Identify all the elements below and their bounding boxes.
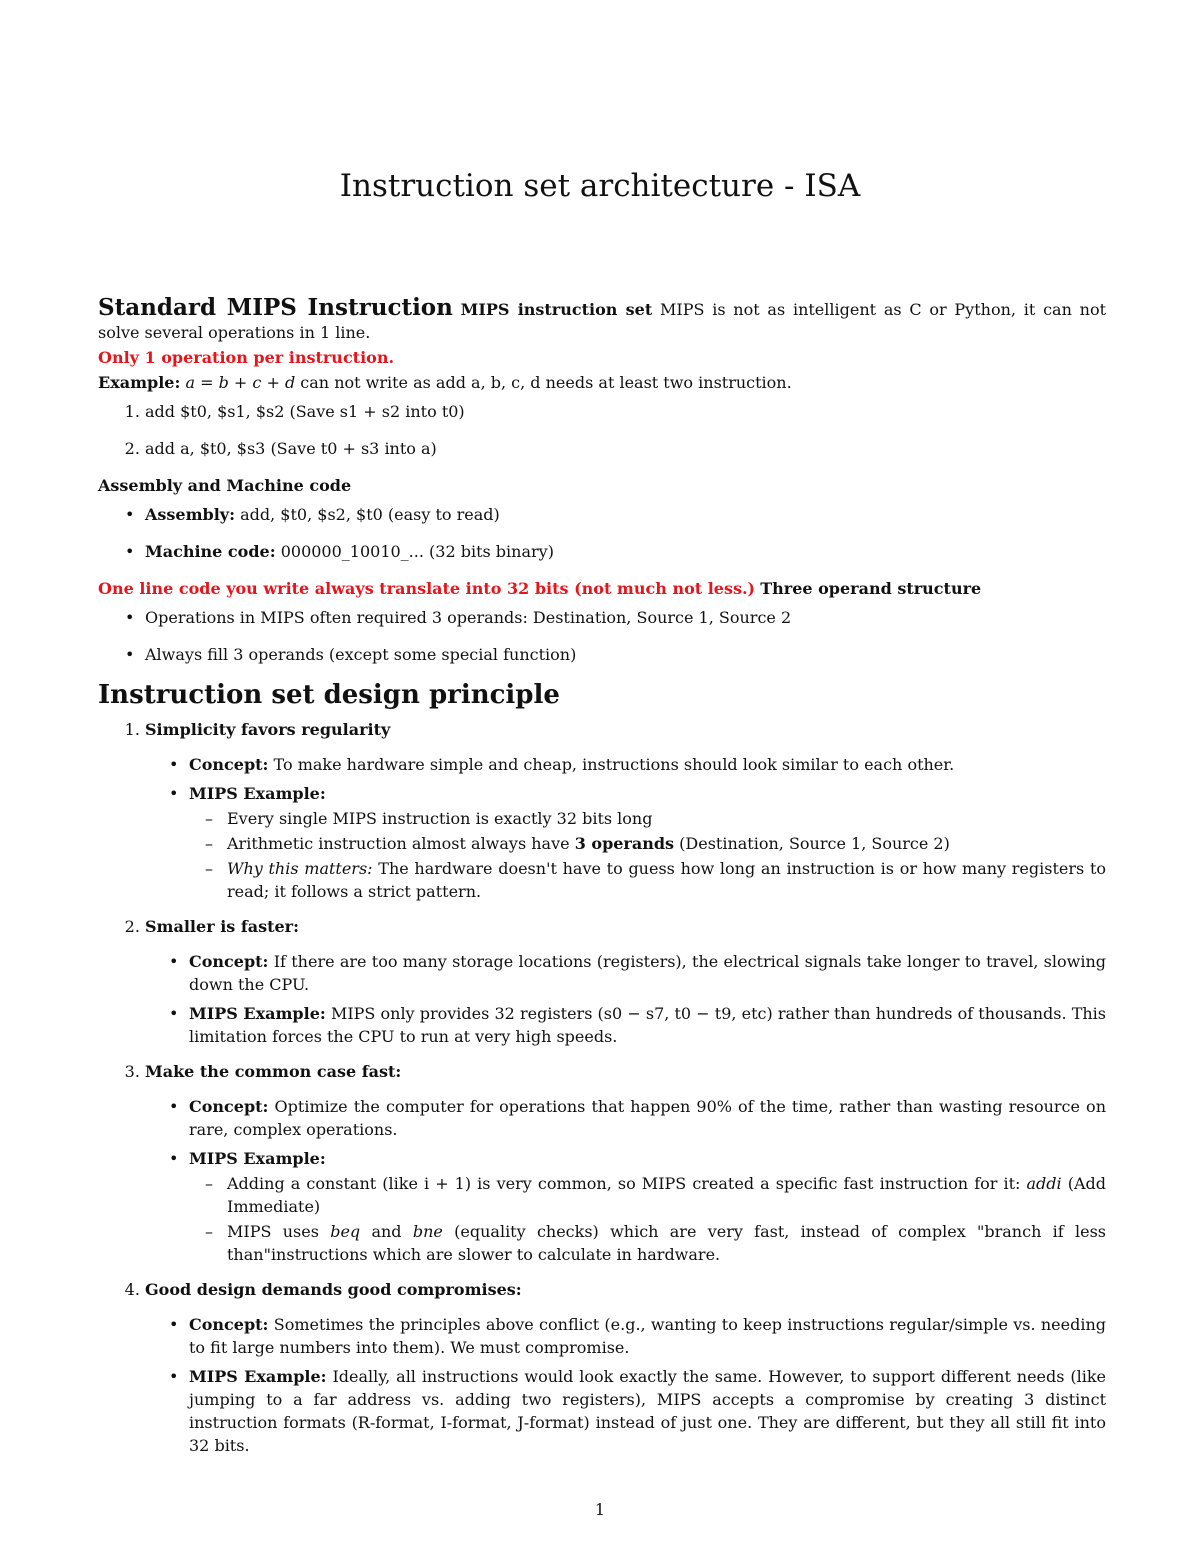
dash-text: (Destination, Source 1, Source 2) — [674, 834, 950, 853]
example-line — [98, 371, 1106, 394]
example-text: MIPS only provides 32 registers (s0 − s7, t0 − t9, etc) rather than hundreds of thousands. This limitation forces the CPU to run at very high speeds. — [189, 1004, 1107, 1046]
red-note-32-bits: One line code you write always translate into 32 bits (not much not less.) — [98, 579, 756, 598]
bullet-icon: • — [169, 784, 179, 803]
principle-item — [145, 718, 1106, 903]
dash-item — [205, 1172, 1106, 1218]
example-item — [169, 1002, 1107, 1048]
section-heading-standard-mips: Standard MIPS Instruction — [98, 294, 453, 321]
dash-icon: – — [205, 1174, 213, 1193]
subheading-mips-instruction-set: MIPS instruction set — [460, 300, 653, 319]
dash-item — [205, 857, 1107, 903]
three-operand-heading: Three operand structure — [760, 579, 982, 598]
principle-details — [145, 1095, 1106, 1266]
bullet-icon: • — [169, 1315, 179, 1334]
list-item — [125, 540, 1106, 563]
example-dash-list — [189, 807, 1106, 903]
concept-label: Concept: — [189, 1315, 269, 1334]
example-math: a = b + c + d — [185, 373, 296, 392]
list-item — [125, 503, 1106, 526]
dash-text: Arithmetic instruction almost always have — [227, 834, 575, 853]
example-label: MIPS Example: — [189, 1367, 327, 1386]
list-item: 1. add $t0, $s1, $s2 (Save s1 + s2 into t0) — [145, 400, 1106, 423]
bullet-icon: • — [125, 645, 135, 664]
concept-text: Sometimes the principles above conflict (e.g., wanting to keep instructions regular/simple vs. needing to fit large numbers into them). We must compromise. — [189, 1315, 1106, 1357]
bullet-icon: • — [169, 1367, 179, 1386]
bullet-icon: • — [125, 608, 135, 627]
principle-item — [145, 915, 1106, 1048]
concept-text: Optimize the computer for operations that happen 90% of the time, rather than wasting resource on rare, complex operations. — [189, 1097, 1106, 1139]
example-item — [169, 1365, 1107, 1457]
example-label: MIPS Example: — [189, 1149, 326, 1168]
example-label: MIPS Example: — [189, 1004, 326, 1023]
assembly-text: add, $t0, $s2, $t0 (easy to read) — [240, 505, 500, 524]
concept-item — [169, 950, 1106, 996]
dash-italic-text: bne — [412, 1222, 443, 1241]
bullet-icon: • — [169, 1097, 179, 1116]
intro-text: MIPS is not as intelligent as C or Python, it can not solve several operations in 1 line. — [98, 300, 1107, 342]
concept-text: To make hardware simple and cheap, instructions should look similar to each other. — [273, 755, 955, 774]
dash-text: and — [360, 1222, 413, 1241]
example-item — [169, 782, 1107, 903]
dash-icon: – — [205, 834, 213, 853]
dash-icon: – — [205, 809, 213, 828]
principle-details — [145, 1313, 1106, 1457]
example-text: can not write as add a, b, c, d needs at least two instruction. — [300, 373, 792, 392]
red-note-one-operation: Only 1 operation per instruction. — [98, 348, 395, 367]
operand-item-text: Always fill 3 operands (except some special function) — [145, 645, 577, 664]
translate-note-line — [98, 577, 1106, 600]
dash-text: (Add Immediate) — [227, 1174, 1106, 1216]
concept-label: Concept: — [189, 1097, 269, 1116]
dash-text: Every single MIPS instruction is exactly 32 bits long — [227, 809, 653, 828]
principle-title: 3. Make the common case fast: — [145, 1062, 402, 1081]
operand-item-text: Operations in MIPS often required 3 operands: Destination, Source 1, Source 2 — [145, 608, 792, 627]
document-title: Instruction set architecture - ISA — [339, 168, 861, 204]
concept-text: If there are too many storage locations (registers), the electrical signals take longer to travel, slowing down the CPU. — [189, 952, 1106, 994]
example-label: MIPS Example: — [189, 784, 326, 803]
example-label: Example: — [98, 373, 181, 392]
dash-italic-text: addi — [1026, 1174, 1062, 1193]
bullet-icon: • — [125, 542, 135, 561]
dash-item — [205, 807, 1106, 830]
list-item — [125, 643, 1106, 666]
bullet-icon: • — [169, 952, 179, 971]
machine-code-label: Machine code: — [145, 542, 276, 561]
design-principle-heading: Instruction set design principle — [98, 680, 560, 710]
bullet-icon: • — [169, 1149, 179, 1168]
list-item — [125, 606, 1106, 629]
concept-label: Concept: — [189, 755, 269, 774]
example-steps-list — [98, 400, 1106, 460]
example-item — [169, 1147, 1107, 1266]
principle-title: 1. Simplicity favors regularity — [145, 720, 391, 739]
concept-label: Concept: — [189, 952, 269, 971]
machine-code-text: 000000_10010_... (32 bits binary) — [280, 542, 554, 561]
concept-item — [169, 1313, 1106, 1359]
principle-item — [145, 1060, 1106, 1266]
dash-item — [205, 1220, 1107, 1266]
bullet-icon: • — [125, 505, 135, 524]
document-body — [98, 296, 1106, 1469]
principles-list — [98, 718, 1106, 1457]
example-text: Ideally, all instructions would look exactly the same. However, to support different needs (like jumping to a far address vs. adding two registers), MIPS accepts a compromise by creating 3 distinct instruction formats (R-format, I-format, J-format) instead of just one. They are different, but they all still fit into 32 bits. — [189, 1367, 1107, 1455]
list-item: 2. add a, $t0, $s3 (Save t0 + s3 into a) — [145, 437, 1106, 460]
operand-list — [98, 606, 1106, 666]
dash-icon: – — [205, 859, 213, 878]
concept-item — [169, 753, 1106, 776]
dash-text: MIPS uses — [227, 1222, 331, 1241]
principle-details — [145, 950, 1106, 1048]
dash-text: Adding a constant (like i + 1) is very common, so MIPS created a specific fast instruction for it: — [227, 1174, 1027, 1193]
dash-text: (equality checks) which are very fast, instead of complex "branch if less than"instructions which are slower to calculate in hardware. — [227, 1222, 1107, 1264]
principle-item — [145, 1278, 1106, 1457]
dash-italic-text: Why this matters: — [227, 859, 373, 878]
bullet-icon: • — [169, 755, 179, 774]
assembly-heading: Assembly and Machine code — [98, 476, 352, 495]
example-dash-list — [189, 1172, 1106, 1266]
bullet-icon: • — [169, 1004, 179, 1023]
page-number: 1 — [594, 1500, 606, 1519]
dash-item — [205, 832, 1106, 855]
dash-text: The hardware doesn't have to guess how long an instruction is or how many registers to read; it follows a strict pattern. — [227, 859, 1107, 901]
principle-title: 2. Smaller is faster: — [145, 917, 300, 936]
principle-title: 4. Good design demands good compromises: — [145, 1280, 522, 1299]
concept-item — [169, 1095, 1106, 1141]
dash-bold-text: 3 operands — [574, 834, 675, 853]
dash-italic-text: beq — [330, 1222, 361, 1241]
assembly-list — [98, 503, 1106, 563]
principle-details — [145, 753, 1106, 903]
intro-paragraph — [98, 296, 1106, 344]
dash-icon: – — [205, 1222, 213, 1241]
assembly-label: Assembly: — [145, 505, 236, 524]
